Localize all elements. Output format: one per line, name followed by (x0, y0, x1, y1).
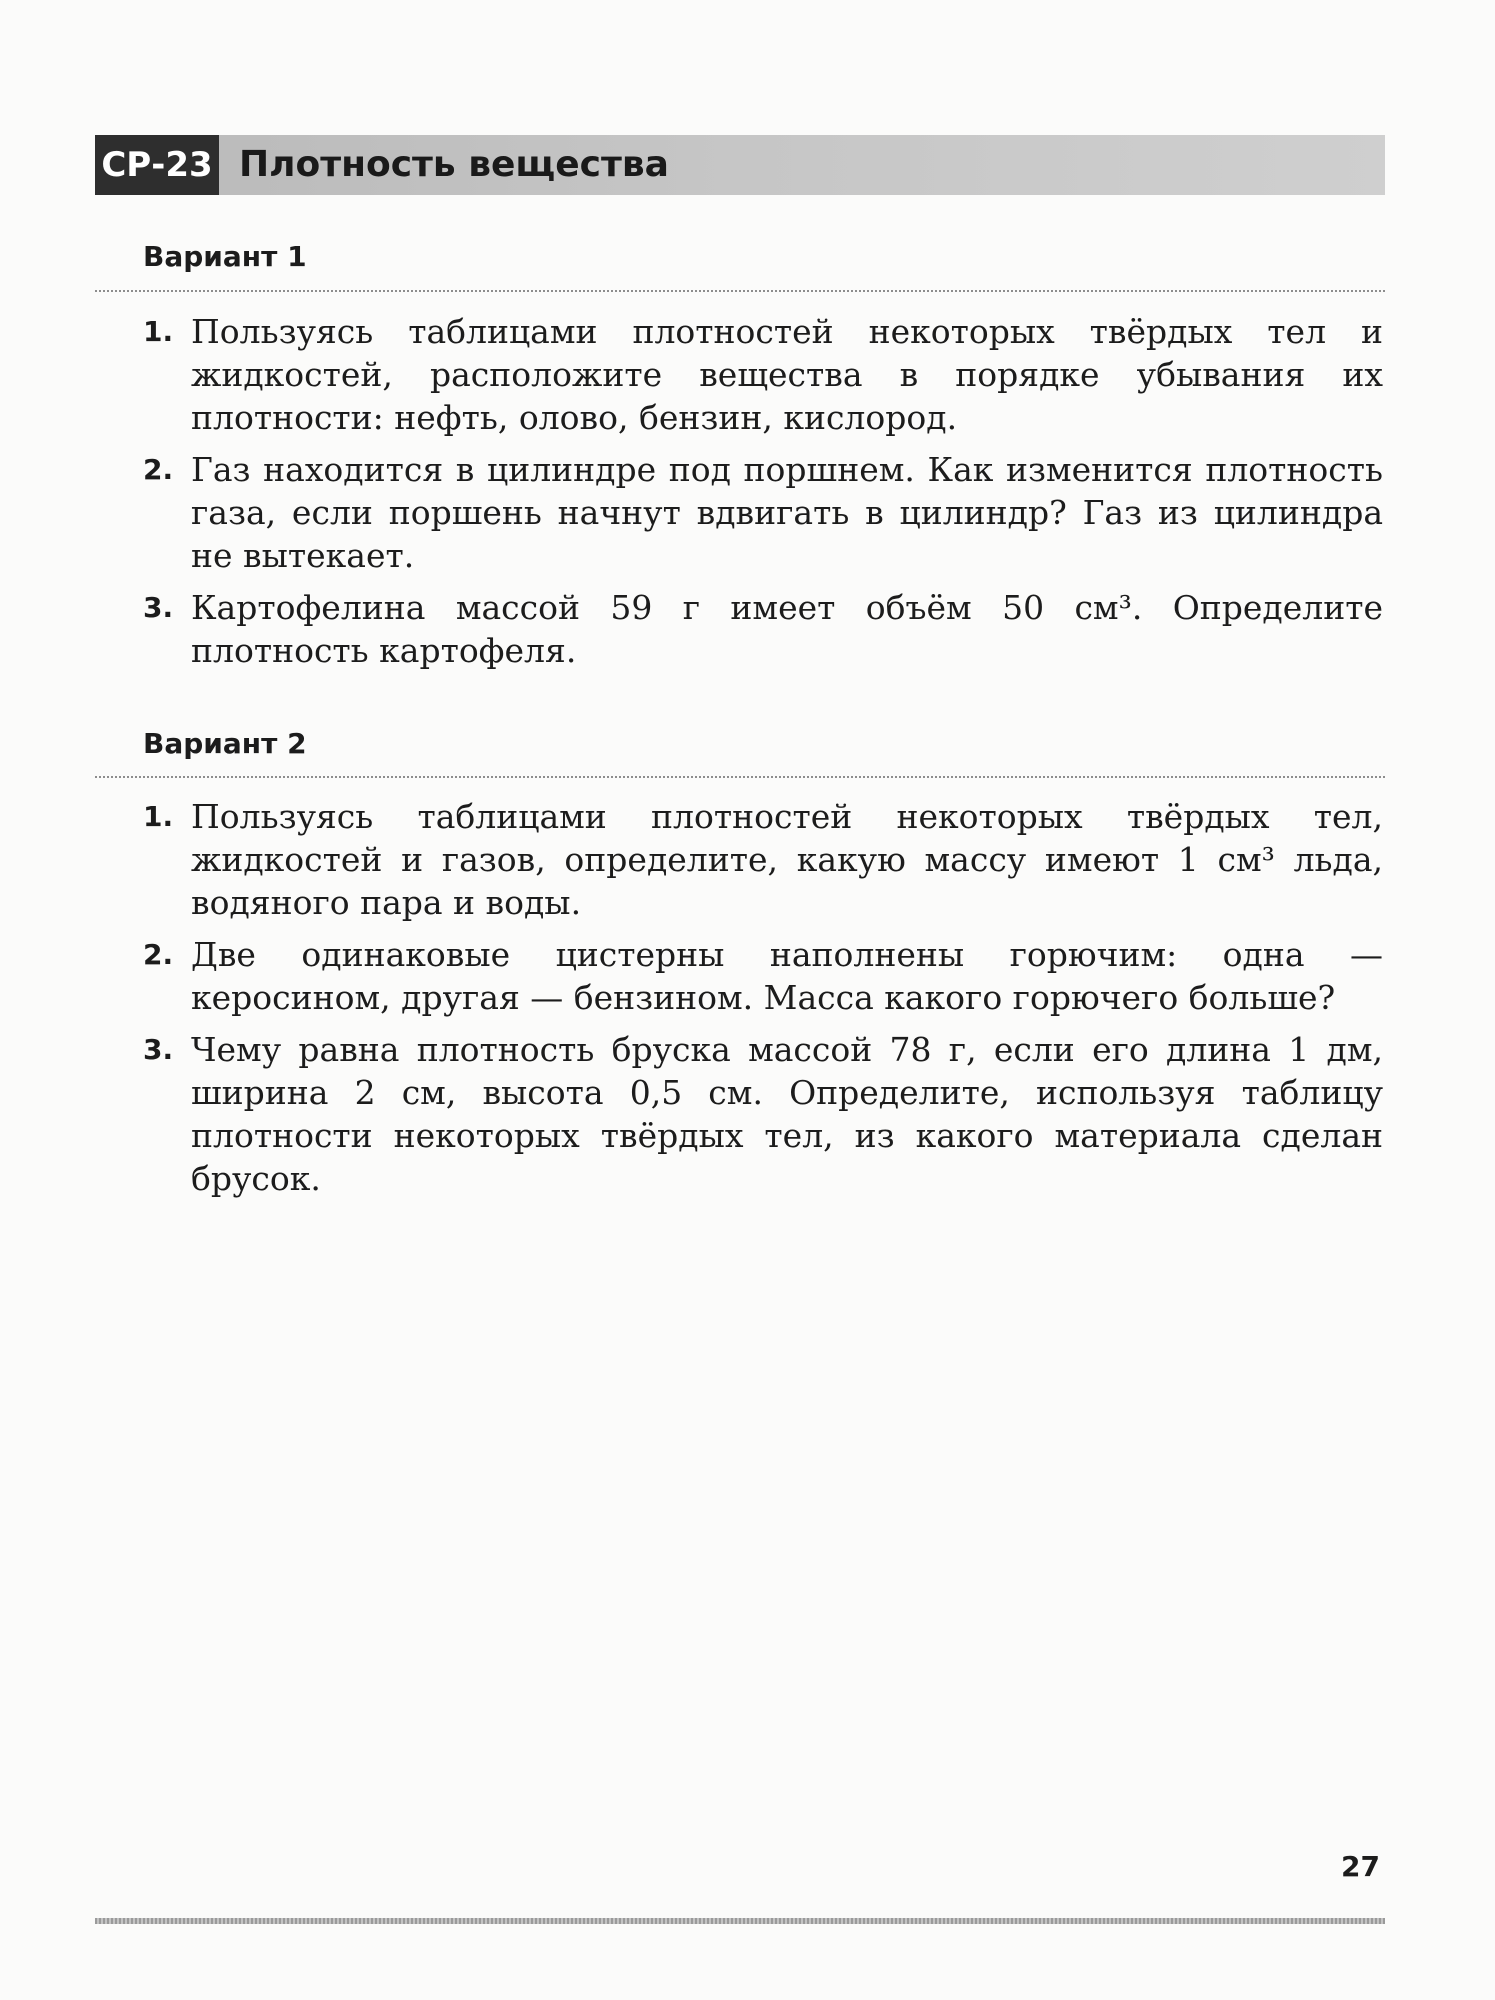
task-number: 2. (143, 453, 174, 486)
task-item (143, 586, 1383, 672)
variant-2-task-list (143, 795, 1383, 1209)
task-item (143, 933, 1383, 1019)
task-text: Картофелина массой 59 г имеет объём 50 см³. Определите плотность картофеля. (191, 588, 1383, 670)
task-number: 1. (143, 315, 174, 348)
task-text: Чему равна плотность бруска массой 78 г, если его длина 1 дм, ширина 2 см, высота 0,5 см. Определите, используя таблицу плотности некоторых твёрдых тел, из какого материала сделан брусок. (191, 1030, 1383, 1198)
page-title: Плотность вещества (239, 144, 669, 185)
footer-divider (95, 1918, 1385, 1924)
task-text: Пользуясь таблицами плотностей некоторых твёрдых тел и жидкостей, расположите вещества в порядке убывания их плотности: нефть, олово, бензин, кислород. (191, 312, 1383, 437)
task-number: 3. (143, 1033, 174, 1066)
section-header (95, 135, 1385, 195)
page-number: 27 (1341, 1850, 1380, 1883)
task-number: 2. (143, 938, 174, 971)
variant-1-task-list (143, 310, 1383, 681)
variant-2-divider (95, 776, 1385, 778)
task-item (143, 310, 1383, 439)
task-text: Пользуясь таблицами плотностей некоторых твёрдых тел, жидкостей и газов, определите, какую массу имеют 1 см³ льда, водяного пара и воды. (191, 797, 1383, 922)
section-code: СР-23 (95, 135, 219, 195)
variant-1-divider (95, 290, 1385, 292)
task-item (143, 1028, 1383, 1200)
task-number: 3. (143, 591, 174, 624)
task-item (143, 448, 1383, 577)
variant-2-heading: Вариант 2 (143, 727, 307, 760)
variant-1-heading: Вариант 1 (143, 240, 307, 273)
task-item (143, 795, 1383, 924)
task-text: Две одинаковые цистерны наполнены горючим: одна — керосином, другая — бензином. Масса какого горючего больше? (191, 935, 1383, 1017)
task-text: Газ находится в цилиндре под поршнем. Как изменится плотность газа, если поршень начнут вдвигать в цилиндр? Газ из цилиндра не вытекает. (191, 450, 1383, 575)
task-number: 1. (143, 800, 174, 833)
